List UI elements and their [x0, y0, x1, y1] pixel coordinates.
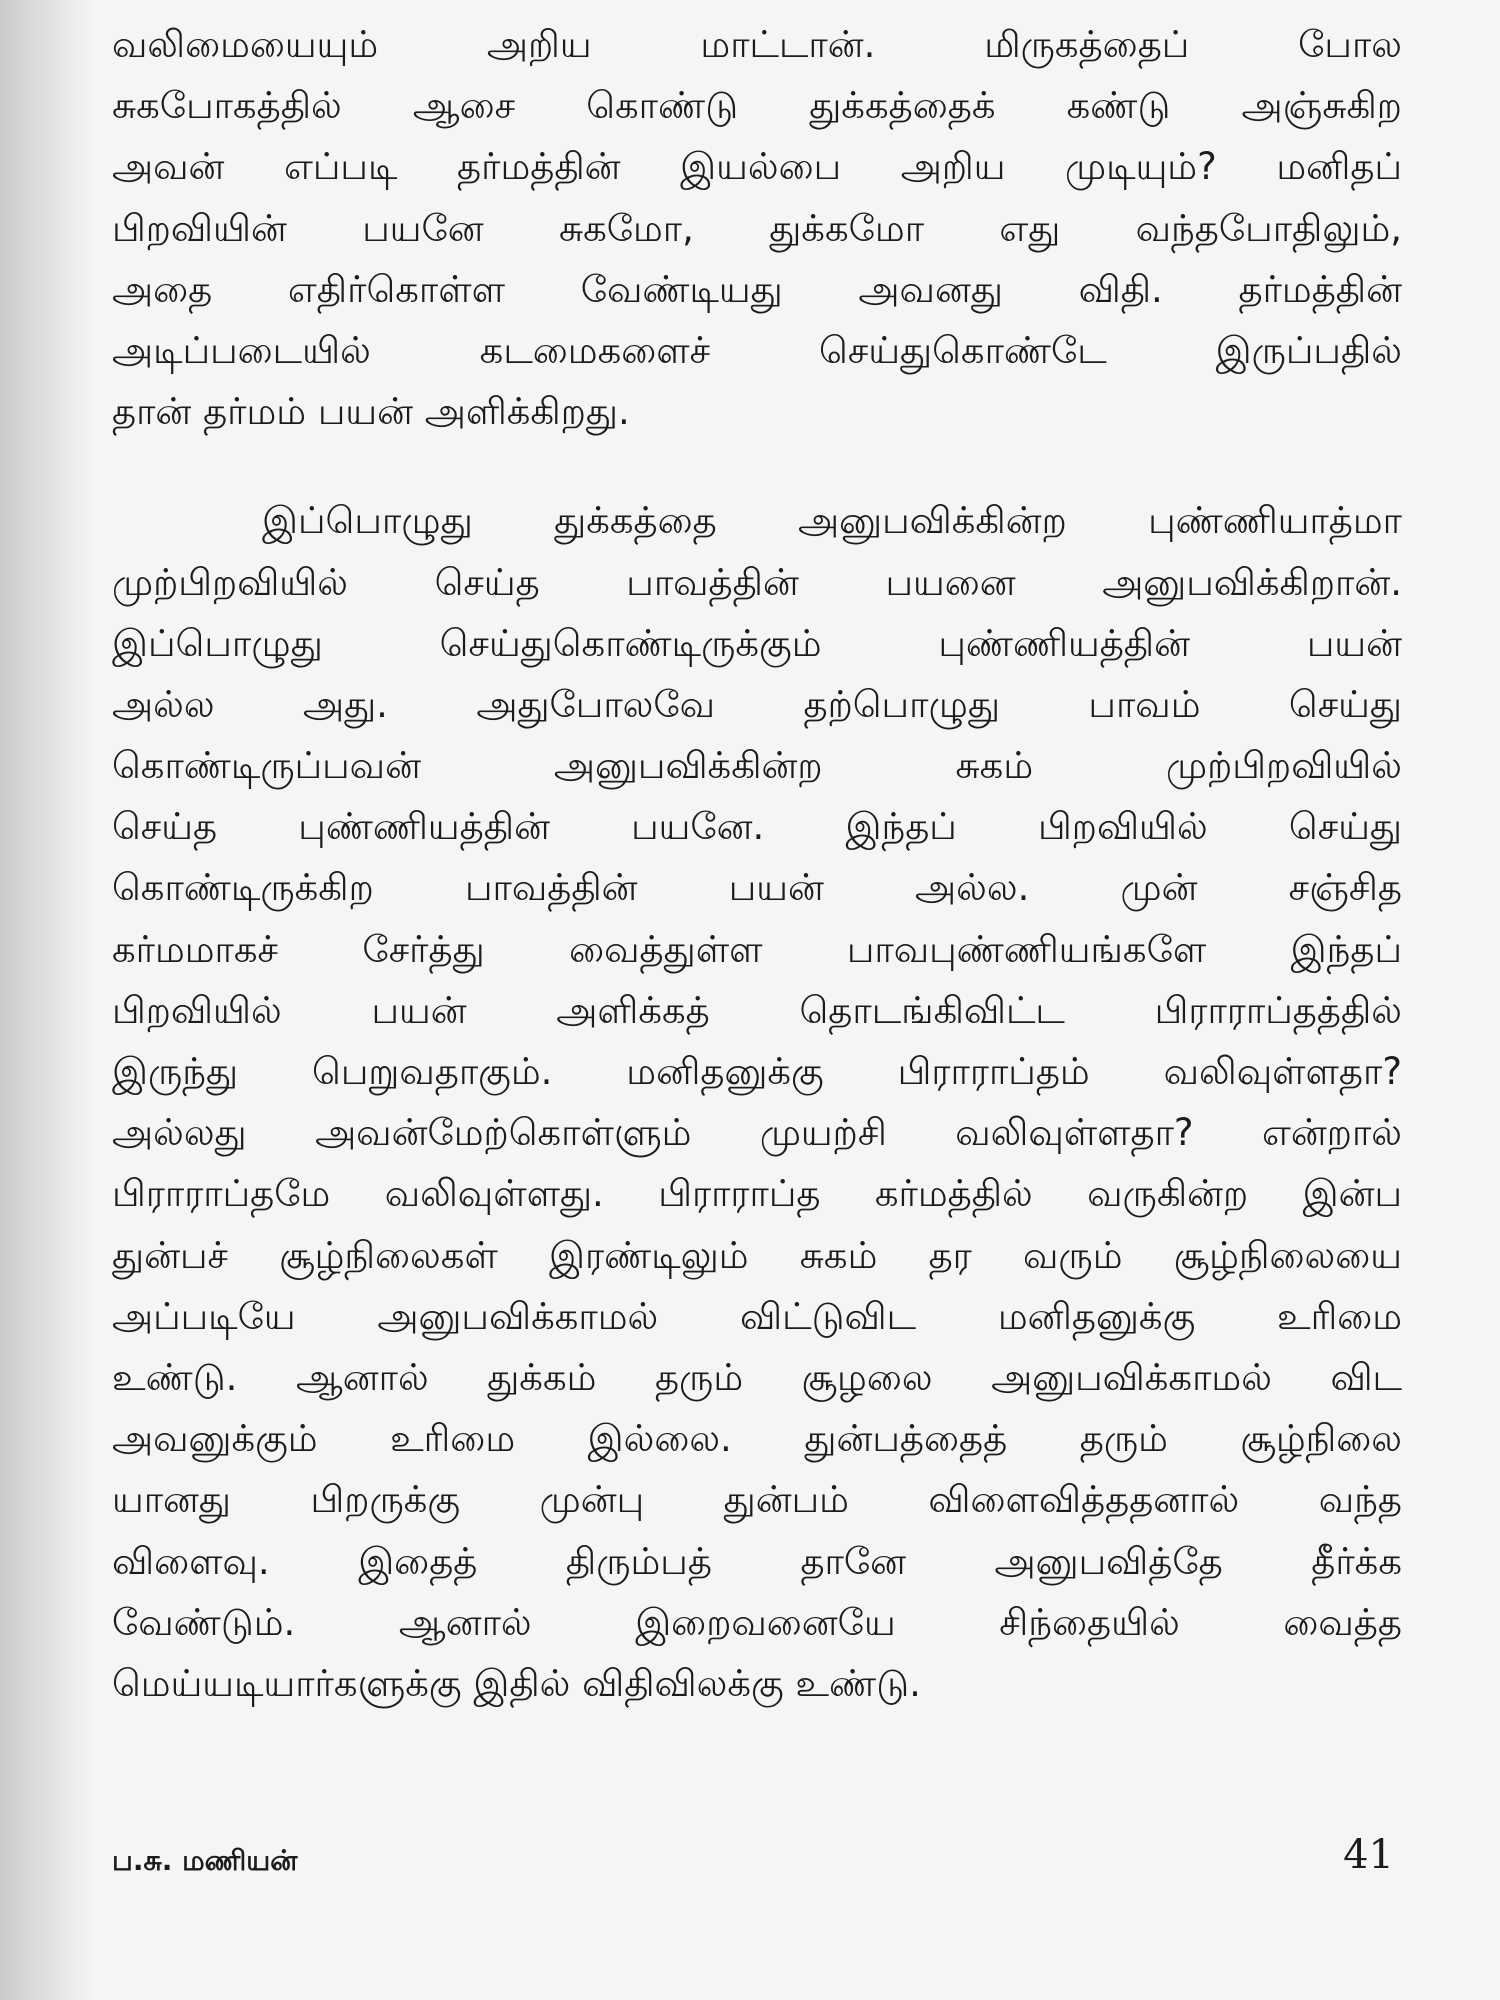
text-line: யானது பிறருக்கு முன்பு துன்பம் விளைவித்ததனால் வந்த	[112, 1478, 1402, 1522]
page-number: 41	[1343, 1832, 1394, 1878]
text-line: அதை எதிர்கொள்ள வேண்டியது அவனது விதி. தர்மத்தின்	[112, 267, 1402, 311]
text-line: கொண்டிருக்கிற பாவத்தின் பயன் அல்ல. முன் சஞ்சித	[112, 866, 1402, 910]
text-line: அவனுக்கும் உரிமை இல்லை. துன்பத்தைத் தரும் சூழ்நிலை	[112, 1417, 1402, 1461]
text-line: அவன் எப்படி தர்மத்தின் இயல்பை அறிய முடியும்? மனிதப்	[112, 145, 1402, 189]
text-line: அப்படியே அனுபவிக்காமல் விட்டுவிட மனிதனுக்கு உரிமை	[112, 1294, 1402, 1338]
text-line: இருந்து பெறுவதாகும். மனிதனுக்கு பிராராப்தம் வலிவுள்ளதா?	[112, 1050, 1402, 1093]
author-name: ப.சு. மணியன்	[112, 1844, 298, 1877]
text-line: தான் தர்மம் பயன் அளிக்கிறது.	[112, 390, 630, 434]
paragraph-1	[112, 14, 1402, 442]
text-line: செய்த புண்ணியத்தின் பயனே. இந்தப் பிறவியில் செய்து	[112, 805, 1402, 849]
text-line: வலிமையையும் அறிய மாட்டான். மிருகத்தைப் போல	[112, 23, 1402, 66]
paragraph-gap	[112, 442, 1402, 490]
paragraph-2	[112, 490, 1402, 1714]
text-line: வேண்டும். ஆனால் இறைவனையே சிந்தையில் வைத்த	[112, 1600, 1402, 1644]
text-line: துன்பச் சூழ்நிலைகள் இரண்டிலும் சுகம் தர வரும் சூழ்நிலையை	[112, 1233, 1402, 1277]
body-text	[112, 14, 1402, 1714]
binding-shadow	[0, 0, 95, 2000]
text-line: சுகபோகத்தில் ஆசை கொண்டு துக்கத்தைக் கண்டு அஞ்சுகிற	[112, 84, 1402, 128]
text-line: இப்பொழுது துக்கத்தை அனுபவிக்கின்ற புண்ணியாத்மா	[262, 499, 1402, 543]
text-line: கொண்டிருப்பவன் அனுபவிக்கின்ற சுகம் முற்பிறவியில்	[112, 744, 1402, 788]
text-line: அல்லது அவன்மேற்கொள்ளும் முயற்சி வலிவுள்ளதா? என்றால்	[112, 1111, 1402, 1155]
text-line: விளைவு. இதைத் திரும்பத் தானே அனுபவித்தே தீர்க்க	[112, 1539, 1402, 1583]
text-line: பிராராப்தமே வலிவுள்ளது. பிராராப்த கர்மத்தில் வருகின்ற இன்ப	[112, 1172, 1402, 1216]
text-line: இப்பொழுது செய்துகொண்டிருக்கும் புண்ணியத்தின் பயன்	[112, 621, 1402, 665]
text-line: பிறவியில் பயன் அளிக்கத் தொடங்கிவிட்ட பிராராப்தத்தில்	[112, 988, 1402, 1032]
text-line: அடிப்படையில் கடமைகளைச் செய்துகொண்டே இருப்பதில்	[112, 328, 1402, 372]
text-line: உண்டு. ஆனால் துக்கம் தரும் சூழலை அனுபவிக்காமல் விட	[112, 1355, 1402, 1399]
text-line: கர்மமாகச் சேர்த்து வைத்துள்ள பாவபுண்ணியங்களே இந்தப்	[112, 927, 1402, 971]
text-line: மெய்யடியார்களுக்கு இதில் விதிவிலக்கு உண்டு.	[112, 1661, 921, 1705]
text-line: அல்ல அது. அதுபோலவே தற்பொழுது பாவம் செய்து	[112, 682, 1402, 726]
text-line: பிறவியின் பயனே சுகமோ, துக்கமோ எது வந்தபோதிலும்,	[112, 206, 1402, 250]
page-footer	[112, 1832, 1402, 1892]
text-line: முற்பிறவியில் செய்த பாவத்தின் பயனை அனுபவிக்கிறான்.	[112, 560, 1402, 604]
